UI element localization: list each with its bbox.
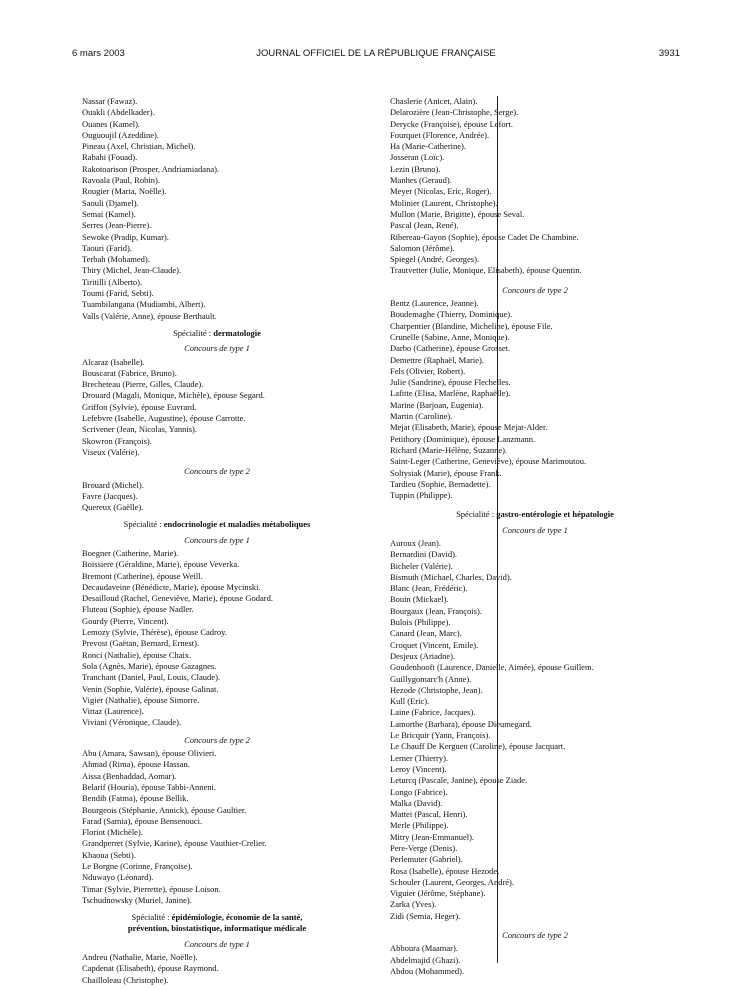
list-item: Desailloud (Rachel, Geneviève, Marie), épouse Godard. xyxy=(82,593,273,604)
list-item: Vittaz (Laurence). xyxy=(82,706,144,717)
list-item: Bismuth (Michael, Charles, David). xyxy=(390,571,512,582)
list-item: Pineau (Axel, Christian, Michel). xyxy=(82,141,196,152)
list-item: Alcaraz (Isabelle). xyxy=(82,356,145,367)
list-item: Toumi (Farid, Sebti). xyxy=(82,288,154,299)
list-item: Fluteau (Sophie), épouse Nadler. xyxy=(82,604,194,615)
list-item: Farad (Samia), épouse Bensenouci. xyxy=(82,815,203,826)
list-item: Ronci (Nathalie), épouse Chaix. xyxy=(82,649,192,660)
specialty-label: Spécialité : xyxy=(123,519,162,530)
list-item: Favre (Jacques). xyxy=(82,490,138,501)
page-header xyxy=(72,48,680,62)
name-list xyxy=(390,298,680,501)
list-item: Soltysiak (Marie), épouse Frank. xyxy=(390,467,502,478)
list-item: Sewoke (Pradip, Kumar). xyxy=(82,231,169,242)
list-item: Le Bricquir (Yann, François). xyxy=(390,730,491,741)
header-date: 6 mars 2003 xyxy=(72,48,125,59)
list-item: Martin (Caroline). xyxy=(390,411,453,422)
list-item: Lezin (Bruno). xyxy=(390,163,441,174)
list-item: Pascal (Jean, René). xyxy=(390,220,459,231)
name-list xyxy=(82,548,352,729)
list-item: Belarif (Houria), épouse Tabbi-Anneni. xyxy=(82,781,217,792)
concours-heading: Concours de type 1 xyxy=(184,534,250,545)
list-item: Ha (Marie-Catherine). xyxy=(390,141,466,152)
list-item: Quereux (Gaëlle). xyxy=(82,502,144,513)
list-item: Merle (Philippe). xyxy=(390,820,449,831)
list-item: Viseux (Valérie). xyxy=(82,446,140,457)
name-list xyxy=(82,480,352,514)
list-item: Decaudaveine (Bénédicte, Marie), épouse Mycinski. xyxy=(82,581,261,592)
list-item: Rougier (Maria, Noëlle). xyxy=(82,186,167,197)
list-item: Tiritilli (Alberto). xyxy=(82,276,143,287)
list-item: Leturcq (Pascale, Janine), épouse Ziade. xyxy=(390,775,528,786)
list-item: Bentz (Laurence, Jeanne). xyxy=(390,298,479,309)
concours-heading: Concours de type 2 xyxy=(184,466,250,477)
list-item: Serres (Jean-Pierre). xyxy=(82,220,152,231)
list-item: Bendib (Fatma), épouse Bellik. xyxy=(82,793,189,804)
list-item: Le Borgne (Corinne, Françoise). xyxy=(82,861,193,871)
list-item: Chaslerie (Anicet, Alain). xyxy=(390,96,478,106)
list-item: Delarozière (Jean-Christophe, Serge). xyxy=(390,107,519,118)
list-item: Abdelmajid (Ghazi). xyxy=(390,954,461,965)
list-item: Tuambilangana (Mudiambi, Albert). xyxy=(82,299,206,310)
list-item: Salomon (Jérôme). xyxy=(390,242,455,253)
list-item: Charpentier (Blandine, Micheline), épouse File. xyxy=(390,320,553,331)
list-item: Fels (Olivier, Robert). xyxy=(390,365,466,376)
list-item: Bourgeois (Stéphanie, Annick), épouse Gaultier. xyxy=(82,804,247,815)
specialty-heading xyxy=(82,328,352,339)
list-item: Tranchant (Daniel, Paul, Louis, Claude). xyxy=(82,672,221,683)
list-item: Bouin (Mickael). xyxy=(390,594,449,605)
list-item: Thiry (Michel, Jean-Claude). xyxy=(82,265,182,276)
list-item: Blanc (Jean, Frédéric). xyxy=(390,583,468,594)
list-item: Goudenhooft (Laurence, Danielle, Aimée), épouse Guillem. xyxy=(390,662,594,673)
name-list xyxy=(82,357,352,459)
list-item: Brouard (Michel). xyxy=(82,479,144,490)
list-item: Bourgaux (Jean, François). xyxy=(390,605,482,616)
list-item: Lamorthe (Barbara), épouse Dieumegard. xyxy=(390,718,532,729)
list-item: Lefebvre (Isabelle, Augustine), épouse Carrotte. xyxy=(82,413,246,424)
list-item: Prevost (Gaëtan, Bernard, Ernest). xyxy=(82,638,200,649)
list-item: Timar (Sylvie, Pierrette), épouse Loison. xyxy=(82,883,221,894)
list-item: Darbo (Catherine), épouse Grosset. xyxy=(390,343,511,354)
specialty-name: endocrinologie et maladies métaboliques xyxy=(163,519,311,530)
list-item: Zidi (Semia, Heger). xyxy=(390,910,461,921)
list-item: Richard (Marie-Hélène, Suzanne). xyxy=(390,444,508,455)
list-item: Bremont (Catherine), épouse Weill. xyxy=(82,570,203,581)
list-item: Boissiere (Géraldine, Marie), épouse Veverka. xyxy=(82,559,240,570)
concours-heading: Concours de type 1 xyxy=(184,343,250,354)
concours-heading: Concours de type 2 xyxy=(502,284,568,295)
list-item: Capdenat (Elisabeth), épouse Raymond. xyxy=(82,963,219,974)
list-item: Kull (Eric). xyxy=(390,696,430,707)
list-item: Viguier (Jérôme, Stéphane). xyxy=(390,888,486,899)
name-list xyxy=(82,952,352,986)
list-item: Andreu (Nathalie, Marie, Noëlle). xyxy=(82,952,198,963)
list-item: Julie (Sandrine), épouse Flechelles. xyxy=(390,377,511,388)
list-item: Schouler (Laurent, Georges, André). xyxy=(390,876,514,887)
list-item: Nassar (Fawaz). xyxy=(82,96,138,106)
list-item: Zarka (Yves). xyxy=(390,899,437,910)
list-item: Semai (Kamel). xyxy=(82,208,136,219)
list-item: Tardieu (Sophie, Bernadette). xyxy=(390,478,491,489)
list-item: Abboura (Maamar). xyxy=(390,943,458,954)
list-item: Demettre (Raphaël, Marie). xyxy=(390,354,484,365)
specialty-name: épidémiologie, économie de la santé, xyxy=(171,912,303,923)
list-item: Saint-Leger (Catherine, Geneviève), épouse Marimoutou. xyxy=(390,456,587,467)
list-item: Abdou (Mohammed). xyxy=(390,965,465,976)
list-item: Ouguoujil (Azeddine). xyxy=(82,129,159,140)
concours-heading: Concours de type 1 xyxy=(184,938,250,949)
list-item: Trautvetter (Julie, Monique, Elisabeth), épouse Quentin. xyxy=(390,265,582,276)
right-column xyxy=(390,96,680,977)
specialty-label: Spécialité : xyxy=(456,509,495,520)
list-item: Rosa (Isabelle), épouse Hezode. xyxy=(390,865,500,876)
header-page-number: 3931 xyxy=(658,48,680,59)
list-item: Bicheler (Valérie). xyxy=(390,560,453,571)
specialty-name: gastro-entérologie et hépatologie xyxy=(496,509,614,520)
list-item: Pere-Verge (Denis). xyxy=(390,843,458,853)
list-item: Bouscarat (Fabrice, Bruno). xyxy=(82,367,177,378)
specialty-label: Spécialité : xyxy=(131,912,170,923)
list-item: Longo (Fabrice). xyxy=(390,786,448,797)
list-item: Venin (Sophie, Valérie), épouse Galinat. xyxy=(82,683,219,694)
list-item: Scrivener (Jean, Nicolas, Yannis). xyxy=(82,424,197,435)
list-item: Abu (Amara, Sawsan), épouse Olivieri. xyxy=(82,748,217,759)
list-item: Mitry (Jean-Emmanuel). xyxy=(390,831,475,842)
header-title: JOURNAL OFFICIEL DE LA RÉPUBLIQUE FRANÇAISE xyxy=(256,48,496,59)
list-item: Lafitte (Elisa, Marlène, Raphaëlle). xyxy=(390,388,511,399)
list-item: Ouanes (Kamel). xyxy=(82,118,141,129)
list-item: Viviani (Véronique, Claude). xyxy=(82,717,182,728)
list-item: Sola (Agnès, Marie), épouse Gazagnes. xyxy=(82,660,217,671)
list-item: Skowron (François). xyxy=(82,435,152,446)
list-item: Malka (David). xyxy=(390,797,443,808)
list-item: Bernardini (David). xyxy=(390,549,458,560)
list-item: Terbah (Mohamed). xyxy=(82,254,150,265)
list-item: Ouakli (Abdelkader). xyxy=(82,107,155,118)
list-item: Canard (Jean, Marc). xyxy=(390,628,462,639)
list-item: Tschudnowsky (Muriel, Janine). xyxy=(82,894,192,905)
list-item: Leroy (Vincent). xyxy=(390,763,447,774)
list-item: Crunelle (Sabine, Anne, Monique). xyxy=(390,331,510,342)
specialty-label: Spécialité : xyxy=(173,327,212,338)
list-item: Aissa (Benhaddad, Aomar). xyxy=(82,770,177,781)
list-item: Marine (Barjoan, Eugenia). xyxy=(390,399,484,410)
list-item: Valls (Valérie, Anne), épouse Berthault. xyxy=(82,310,217,321)
list-item: Nduwayo (Léonard). xyxy=(82,872,154,883)
list-item: Mullon (Marie, Brigitte), épouse Seval. xyxy=(390,208,525,219)
list-item: Perlemuter (Gabriel). xyxy=(390,854,463,865)
list-item: Croquet (Vincent, Emile). xyxy=(390,639,479,650)
list-item: Griffon (Sylvie), épouse Euvrard. xyxy=(82,401,197,412)
name-list xyxy=(82,96,352,322)
list-item: Vigier (Nathalie), épouse Simorre. xyxy=(82,694,200,705)
specialty-name-continued: prévention, biostatistique, informatique médicale xyxy=(127,923,307,934)
list-item: Gourdy (Pierre, Vincent). xyxy=(82,615,169,626)
name-list xyxy=(390,943,680,977)
list-item: Mejat (Elisabeth, Marie), épouse Mejat-Alder. xyxy=(390,422,548,433)
list-item: Boudemaghe (Thierry, Dominique). xyxy=(390,309,513,320)
list-item: Chailloleau (Christophe). xyxy=(82,974,169,985)
list-item: Bulois (Philippe). xyxy=(390,617,451,628)
list-item: Lerner (Thierry). xyxy=(390,752,449,763)
list-item: Rakotoarison (Prosper, Andriamiadana). xyxy=(82,163,220,174)
list-item: Tuppin (Philippe). xyxy=(390,490,453,501)
list-item: Spiegel (André, Georges). xyxy=(390,254,480,265)
list-item: Mattei (Pascal, Henri). xyxy=(390,809,468,820)
list-item: Rabahi (Fouad). xyxy=(82,152,138,163)
list-item: Grandperret (Sylvie, Karine), épouse Vauthier-Crelier. xyxy=(82,838,267,849)
specialty-heading xyxy=(82,519,352,530)
list-item: Guillygomarc'h (Anne). xyxy=(390,673,472,684)
concours-heading: Concours de type 2 xyxy=(502,930,568,941)
list-item: Boegner (Catherine, Marie). xyxy=(82,547,179,558)
list-item: Desjeux (Ariadne). xyxy=(390,650,456,661)
list-item: Auroux (Jean). xyxy=(390,537,441,548)
list-item: Molinier (Laurent, Christophe). xyxy=(390,197,498,208)
list-item: Manhes (Geraud). xyxy=(390,175,452,186)
list-item: Meyer (Nicolas, Eric, Roger). xyxy=(390,186,492,197)
list-item: Ravoala (Paul, Robin). xyxy=(82,175,160,186)
list-item: Fourquet (Florence, Andrée). xyxy=(390,129,490,140)
list-item: Le Chauff De Kerguen (Caroline), épouse Jacquart. xyxy=(390,741,566,752)
list-item: Laine (Fabrice, Jacques). xyxy=(390,707,476,718)
concours-heading: Concours de type 2 xyxy=(184,734,250,745)
list-item: Josseran (Loïc). xyxy=(390,152,445,163)
name-list xyxy=(390,538,680,922)
list-item: Ribereau-Gayon (Sophie), épouse Cadet De Chambine. xyxy=(390,231,579,242)
left-column xyxy=(82,96,352,986)
name-list xyxy=(82,748,352,906)
list-item: Lemozy (Sylvie, Thérèse), épouse Cadroy. xyxy=(82,627,227,638)
list-item: Khaoua (Sebti). xyxy=(82,849,136,860)
list-item: Brecheteau (Pierre, Gilles, Claude). xyxy=(82,379,204,390)
specialty-heading xyxy=(390,509,680,520)
list-item: Taouri (Farid). xyxy=(82,242,132,253)
concours-heading: Concours de type 1 xyxy=(502,524,568,535)
list-item: Hezode (Christophe, Jean). xyxy=(390,684,483,695)
name-list xyxy=(390,96,680,277)
list-item: Saouli (Djamel). xyxy=(82,197,139,208)
list-item: Derycke (Françoise), épouse Lefort. xyxy=(390,118,513,129)
list-item: Petithory (Dominique), épouse Lanzmann. xyxy=(390,433,536,444)
list-item: Ahmad (Rima), épouse Hassan. xyxy=(82,759,190,770)
list-item: Drouard (Magali, Monique, Michèle), épouse Segard. xyxy=(82,390,265,401)
specialty-name: dermatologie xyxy=(213,327,261,338)
list-item: Floriot (Michèle). xyxy=(82,827,143,838)
specialty-heading xyxy=(82,912,352,935)
